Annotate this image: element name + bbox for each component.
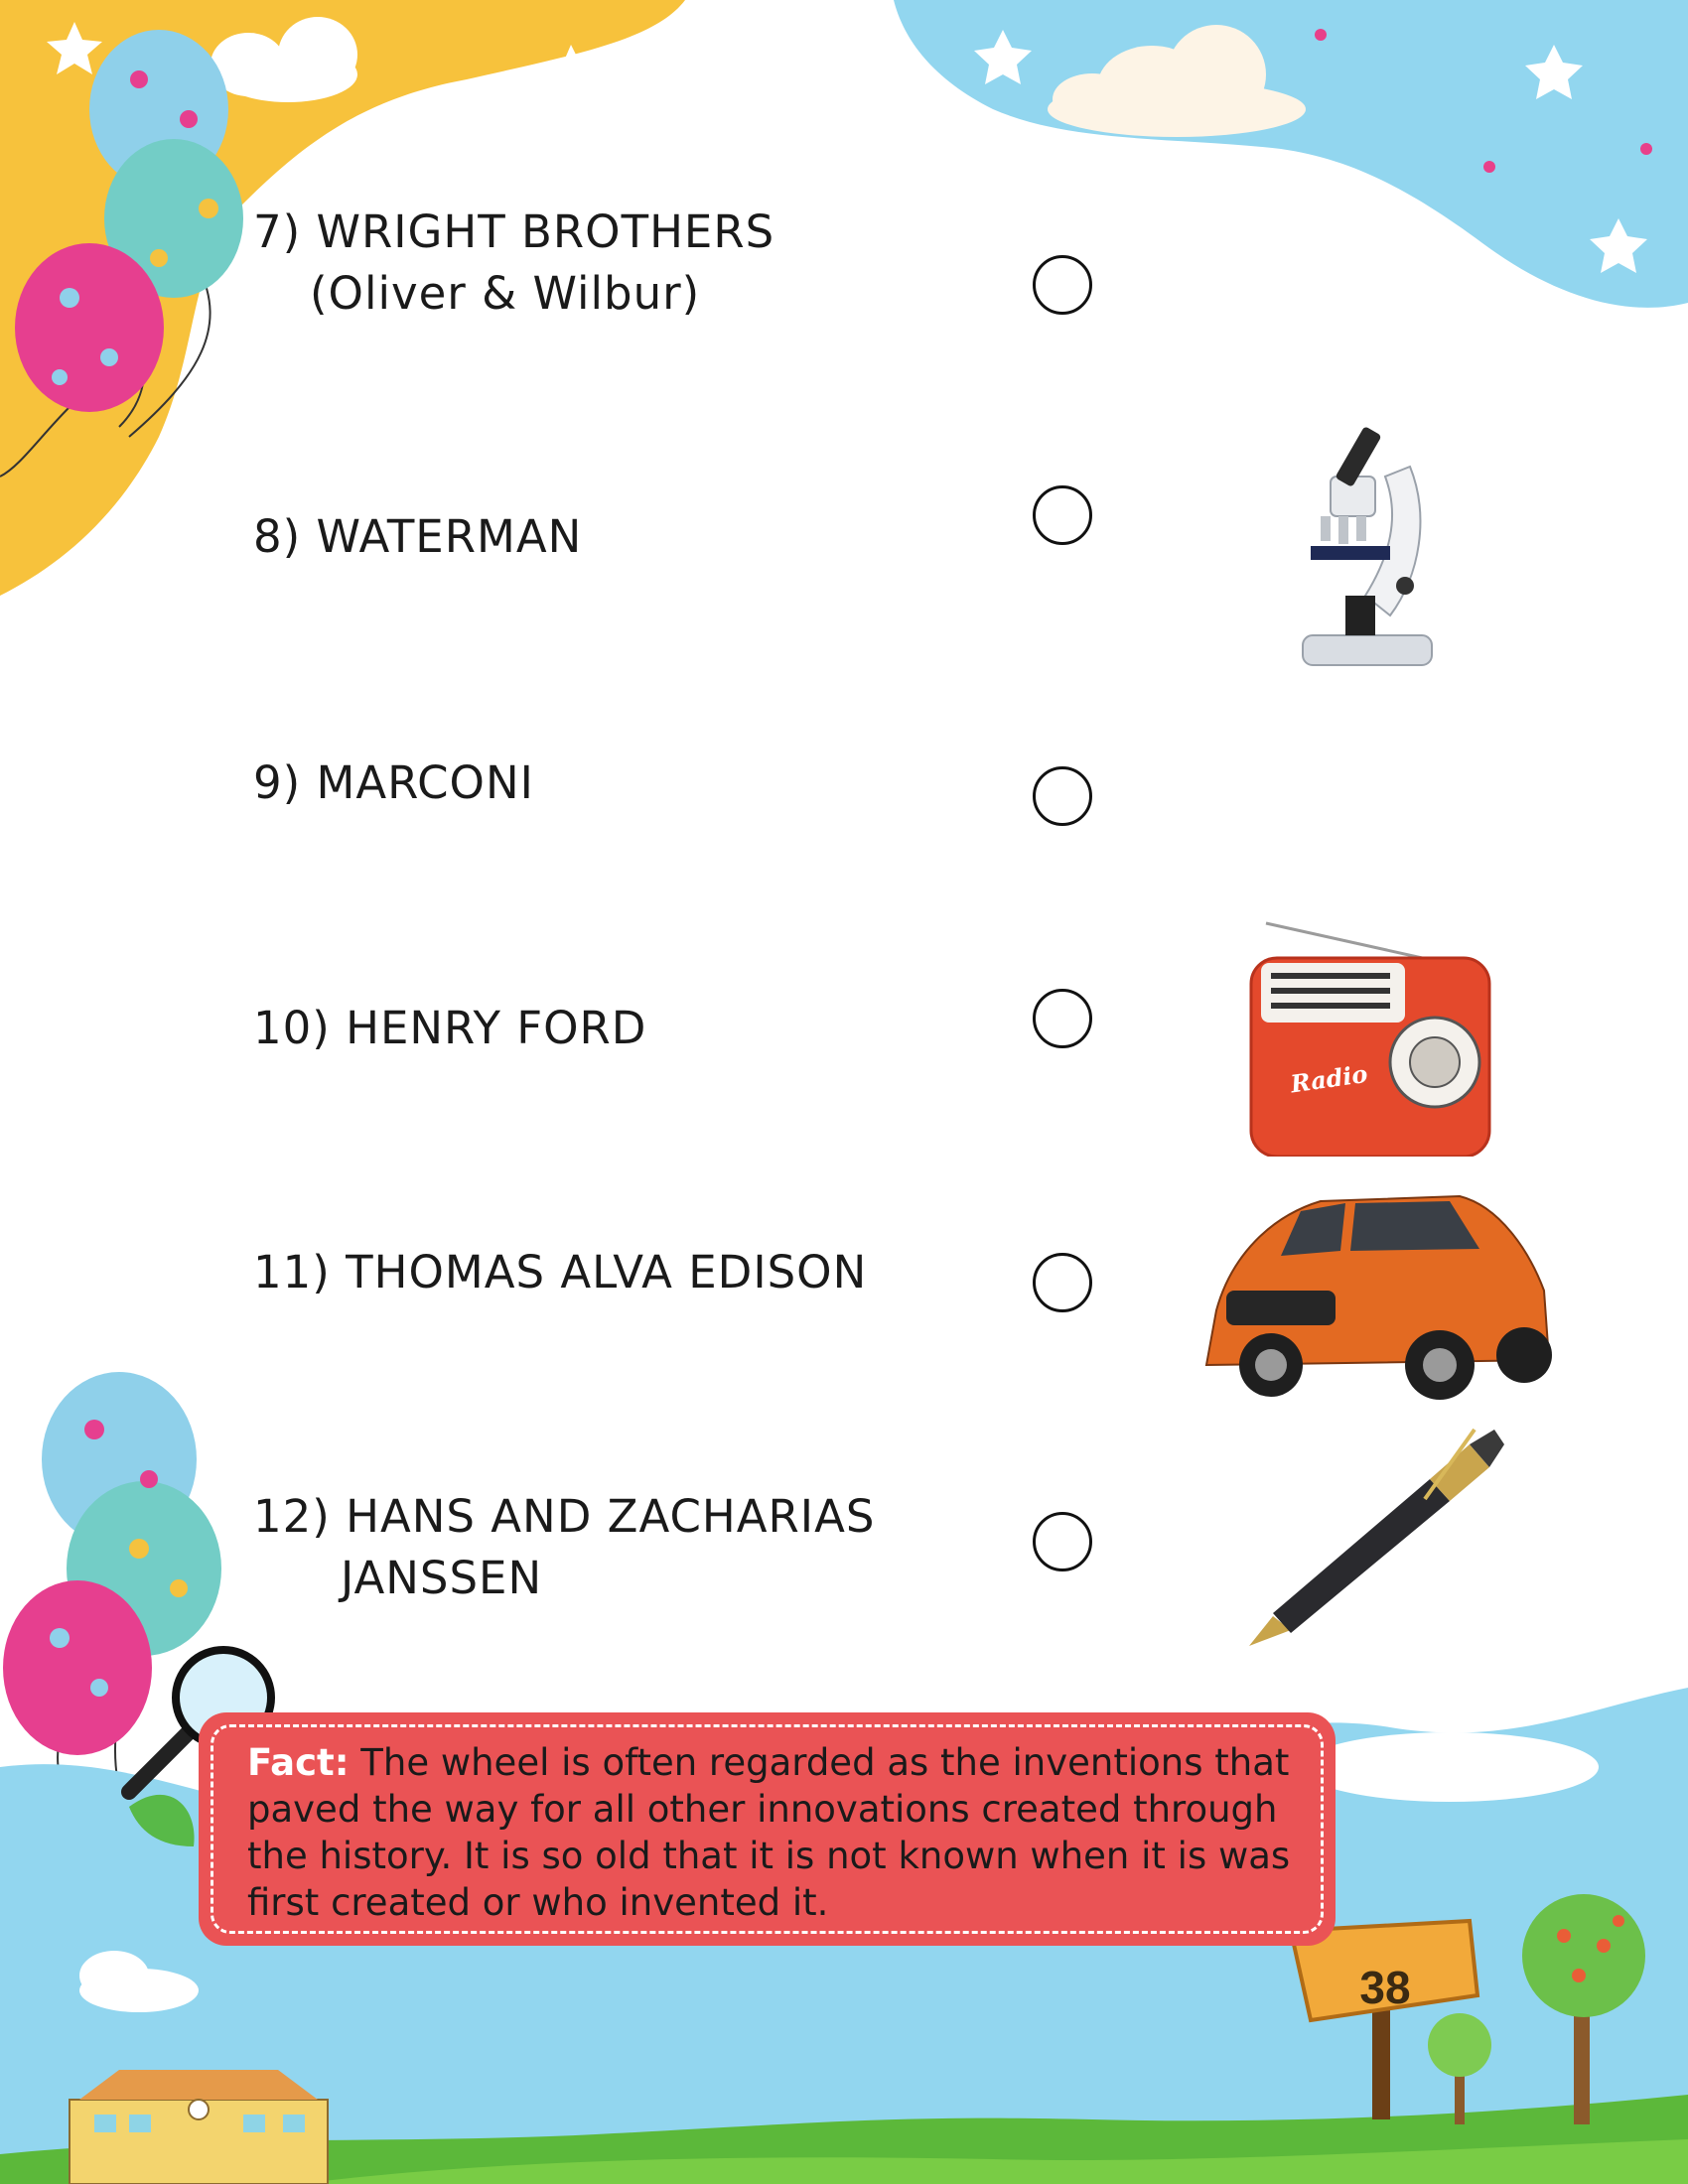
- answer-circle-10[interactable]: [1033, 989, 1092, 1048]
- question-7-sublabel: (Oliver & Wilbur): [310, 267, 701, 320]
- question-9-label: 9) MARCONI: [253, 756, 534, 809]
- question-10-label: 10) HENRY FORD: [253, 1002, 647, 1054]
- question-11: [253, 1242, 867, 1303]
- fact-box: [199, 1712, 1336, 1946]
- question-8-label: 8) WATERMAN: [253, 510, 583, 563]
- answer-circle-11[interactable]: [1033, 1253, 1092, 1312]
- question-12-sublabel: JANSSEN: [341, 1552, 543, 1604]
- answer-circle-9[interactable]: [1033, 766, 1092, 826]
- question-8: [253, 506, 582, 568]
- answer-circle-12[interactable]: [1033, 1512, 1092, 1571]
- question-11-label: 11) THOMAS ALVA EDISON: [253, 1246, 868, 1298]
- radio-brand-text: Radio: [1288, 1058, 1370, 1099]
- school-building: [70, 2070, 328, 2184]
- page-number: 38: [1359, 1962, 1411, 2013]
- fact-title: Fact:: [247, 1741, 350, 1784]
- question-12: [253, 1486, 875, 1609]
- question-7-label: 7) WRIGHT BROTHERS: [253, 205, 775, 258]
- question-7: [253, 202, 774, 325]
- question-12-label: 12) HANS AND ZACHARIAS: [253, 1490, 876, 1543]
- sky-blob-top: [894, 0, 1688, 308]
- fact-inner: [211, 1724, 1324, 1934]
- answer-circle-8[interactable]: [1033, 485, 1092, 545]
- question-10: [253, 998, 646, 1059]
- question-9: [253, 752, 534, 814]
- radio-image[interactable]: [1246, 918, 1494, 1157]
- answer-circle-7[interactable]: [1033, 255, 1092, 315]
- fact-text: The wheel is often regarded as the inventions that paved the way for all other innovations created through the history. It is so old that it is not known when it is was first created or who invented it.: [247, 1741, 1291, 1924]
